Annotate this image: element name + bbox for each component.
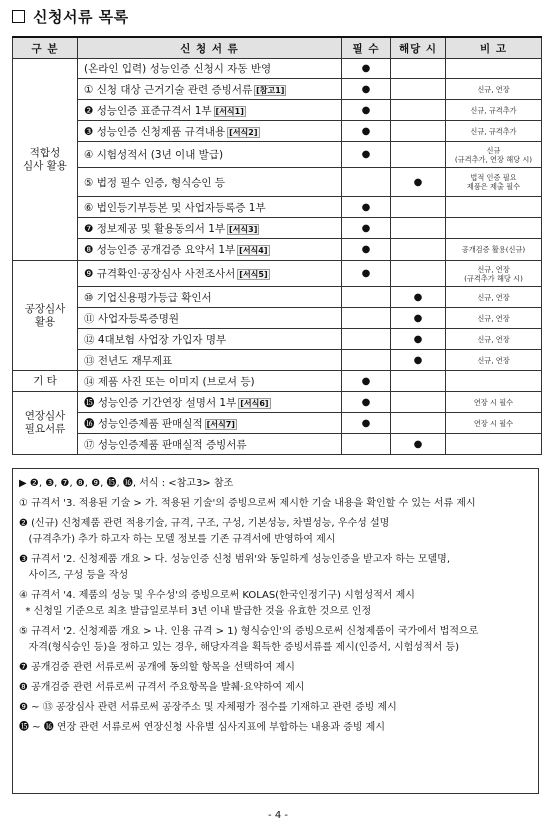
note-line: ⓯ ~ ⓰ 연장 관련 서류로써 연장신청 사유별 심사지표에 부합하는 내용과 증빙 제시 [19, 722, 385, 733]
note-line: ❽ 공개검증 관련 서류로써 규격서 주요항목을 발췌·요약하여 제시 [19, 682, 305, 693]
document-cell [78, 308, 342, 329]
conditional-mark [391, 413, 446, 434]
remarks-cell: 공개검증 활용(신규) [446, 239, 542, 261]
conditional-mark [391, 142, 446, 168]
remarks-cell: 신규, 연장 [446, 350, 542, 371]
required-mark: ● [342, 392, 391, 413]
required-mark: ● [342, 59, 391, 79]
document-name: ⓯ 성능인증 기간연장 설명서 1부 [84, 396, 237, 409]
table-row [13, 79, 542, 100]
document-cell [78, 142, 342, 168]
document-name: (온라인 입력) 성능인증 신청시 자동 반영 [84, 63, 272, 75]
table-row [13, 168, 542, 197]
category-cell: 공장심사 활용 [13, 261, 78, 371]
document-name: ❸ 성능인증 신청제품 규격내용 [84, 125, 226, 138]
conditional-mark: ● [391, 308, 446, 329]
document-cell [78, 287, 342, 308]
remarks-cell: 신규, 연장 (규격추가 해당 시) [446, 261, 542, 287]
conditional-mark [391, 121, 446, 142]
document-name: ④ 시험성적서 (3년 이내 발급) [84, 149, 224, 161]
document-cell [78, 261, 342, 287]
header-remarks: 비 고 [446, 37, 542, 59]
form-reference-tag: [참고1] [256, 85, 285, 95]
document-cell [78, 350, 342, 371]
remarks-cell: 신규, 연장 [446, 79, 542, 100]
document-name: ① 신청 대상 근거기술 관련 증빙서류 [84, 83, 253, 96]
table-row [13, 218, 542, 239]
category-cell: 적합성 심사 활용 [13, 59, 78, 261]
document-cell [78, 59, 342, 79]
conditional-mark [391, 239, 446, 261]
document-name: ❽ 성능인증 공개검증 요약서 1부 [84, 244, 236, 256]
note-line: ▶ ❷, ❸, ❼, ❽, ❾, ⓯, ⓰, 서식 : <참고3> 참조 [19, 478, 234, 489]
form-reference-tag: [서식5] [239, 270, 268, 279]
required-mark: ● [342, 239, 391, 261]
required-mark [342, 308, 391, 329]
remarks-cell [446, 371, 542, 392]
required-mark: ● [342, 413, 391, 434]
page-title [12, 6, 129, 27]
application-documents-table [12, 36, 542, 455]
note-line: * 신청일 기준으로 최초 발급일로부터 3년 이내 발급한 것을 유효한 것으로 인정 [19, 606, 372, 617]
form-reference-tag: [서식4] [239, 246, 268, 255]
document-name: ⓰ 성능인증제품 판매실적 [84, 417, 203, 430]
table-row [13, 413, 542, 434]
table-row [13, 308, 542, 329]
conditional-mark: ● [391, 329, 446, 350]
header-documents: 신 청 서 류 [78, 37, 342, 59]
required-mark [342, 434, 391, 455]
header-conditional: 해당 시 [391, 37, 446, 59]
header-category: 구 분 [13, 37, 78, 59]
table-row [13, 434, 542, 455]
document-name: ❼ 정보제공 및 활용동의서 1부 [84, 222, 226, 235]
remarks-cell: 신규 (규격추가, 연장 해당 시) [446, 142, 542, 168]
required-mark: ● [342, 218, 391, 239]
checkbox-square-icon [12, 10, 25, 23]
table-row [13, 197, 542, 218]
table-row [13, 59, 542, 79]
table-row [13, 350, 542, 371]
page-number: - 4 - [268, 810, 288, 821]
remarks-cell [446, 218, 542, 239]
note-line: ❸ 규격서 '2. 신청제품 개요 > 다. 성능인증 신청 범위'와 동일하게 성능인증을 받고자 하는 모델명, [19, 554, 451, 565]
table-row [13, 142, 542, 168]
remarks-cell: 연장 시 필수 [446, 413, 542, 434]
required-mark [342, 329, 391, 350]
note-line: 자격(형식승인 등)을 정하고 있는 경우, 해당자격을 획득한 증빙서류를 제시(인증서, 시험성적서 등) [19, 642, 460, 653]
required-mark: ● [342, 79, 391, 100]
document-cell [78, 371, 342, 392]
document-cell [78, 413, 342, 434]
form-reference-tag: [서식6] [240, 398, 269, 408]
conditional-mark: ● [391, 168, 446, 197]
note-line: ❼ 공개검증 관련 서류로써 공개에 동의할 항목을 선택하여 제시 [19, 662, 295, 673]
notes-box [12, 468, 539, 794]
document-cell [78, 239, 342, 261]
table-header-row [13, 37, 542, 59]
required-mark: ● [342, 142, 391, 168]
document-cell [78, 168, 342, 197]
required-mark: ● [342, 100, 391, 121]
remarks-cell: 신규, 연장 [446, 329, 542, 350]
document-name: ⑰ 성능인증제품 판매실적 증빙서류 [84, 438, 247, 451]
conditional-mark [391, 100, 446, 121]
conditional-mark [391, 371, 446, 392]
required-mark [342, 350, 391, 371]
conditional-mark: ● [391, 434, 446, 455]
document-cell [78, 329, 342, 350]
note-line: (규격추가) 추가 하고자 하는 모델 정보를 기존 규격서에 반영하여 제시 [19, 534, 336, 545]
conditional-mark [391, 197, 446, 218]
table-row [13, 371, 542, 392]
required-mark [342, 287, 391, 308]
table-row [13, 121, 542, 142]
document-name: ⑫ 4대보험 사업장 가입자 명부 [84, 333, 227, 346]
document-cell [78, 392, 342, 413]
conditional-mark [391, 392, 446, 413]
remarks-cell: 신규, 연장 [446, 308, 542, 329]
document-name: ❷ 성능인증 표준규격서 1부 [84, 104, 212, 117]
category-cell: 연장심사 필요서류 [13, 392, 78, 455]
remarks-cell [446, 59, 542, 79]
required-mark: ● [342, 261, 391, 287]
remarks-cell [446, 197, 542, 218]
form-reference-tag: [서식3] [229, 224, 258, 234]
required-mark: ● [342, 197, 391, 218]
document-cell [78, 79, 342, 100]
document-name: ⑥ 법인등기부등본 및 사업자등록증 1부 [84, 201, 266, 214]
table-row [13, 392, 542, 413]
document-cell [78, 197, 342, 218]
remarks-cell: 신규, 규격추가 [446, 100, 542, 121]
note-line: ❾ ~ ⑬ 공장심사 관련 서류로써 공장주소 및 자체평가 점수를 기재하고 관련 증빙 제시 [19, 702, 397, 713]
conditional-mark [391, 218, 446, 239]
document-cell [78, 434, 342, 455]
document-name: ⑩ 기업신용평가등급 확인서 [84, 291, 212, 304]
conditional-mark [391, 261, 446, 287]
conditional-mark: ● [391, 287, 446, 308]
conditional-mark: ● [391, 350, 446, 371]
table-row [13, 287, 542, 308]
document-name: ⑪ 사업자등록증명원 [84, 312, 179, 325]
remarks-cell: 신규, 연장 [446, 287, 542, 308]
required-mark [342, 168, 391, 197]
note-line: ① 규격서 '3. 적용된 기술 > 가. 적용된 기술'의 증빙으로써 제시한 기술 내용을 확인할 수 있는 서류 제시 [19, 498, 476, 509]
note-line: ④ 규격서 '4. 제품의 성능 및 우수성'의 증빙으로써 KOLAS(한국인정기구) 시험성적서 제시 [19, 590, 415, 601]
form-reference-tag: [서식7] [206, 419, 235, 429]
category-cell: 기 타 [13, 371, 78, 392]
document-name: ⑤ 법정 필수 인증, 형식승인 등 [84, 176, 226, 189]
document-name: ⑬ 전년도 재무제표 [84, 354, 173, 367]
document-name: ⑭ 제품 사진 또는 이미지 (브로셔 등) [84, 375, 255, 388]
document-cell [78, 218, 342, 239]
header-required: 필 수 [342, 37, 391, 59]
form-reference-tag: [서식1] [215, 106, 244, 116]
remarks-cell [446, 434, 542, 455]
note-line: 사이즈, 구성 등을 작성 [19, 570, 129, 581]
required-mark: ● [342, 121, 391, 142]
remarks-cell: 연장 시 필수 [446, 392, 542, 413]
remarks-cell: 신규, 규격추가 [446, 121, 542, 142]
remarks-cell: 법적 인증 필요 제품은 제출 필수 [446, 168, 542, 197]
note-line: ❷ (신규) 신청제품 관련 적용기술, 규격, 구조, 구성, 기본성능, 차별성능, 우수성 설명 [19, 518, 390, 529]
conditional-mark [391, 79, 446, 100]
document-cell [78, 121, 342, 142]
document-cell [78, 100, 342, 121]
table-row [13, 329, 542, 350]
table-row [13, 239, 542, 261]
table-row [13, 261, 542, 287]
conditional-mark [391, 59, 446, 79]
form-reference-tag: [서식2] [229, 127, 258, 137]
required-mark: ● [342, 371, 391, 392]
document-name: ❾ 규격확인·공장심사 사전조사서 [84, 268, 236, 280]
page-title-text: 신청서류 목록 [33, 8, 129, 26]
table-row [13, 100, 542, 121]
note-line: ⑤ 규격서 '2. 신청제품 개요 > 나. 인용 규격 > 1) 형식승인'의 증빙으로써 신청제품이 국가에서 법적으로 [19, 626, 479, 637]
